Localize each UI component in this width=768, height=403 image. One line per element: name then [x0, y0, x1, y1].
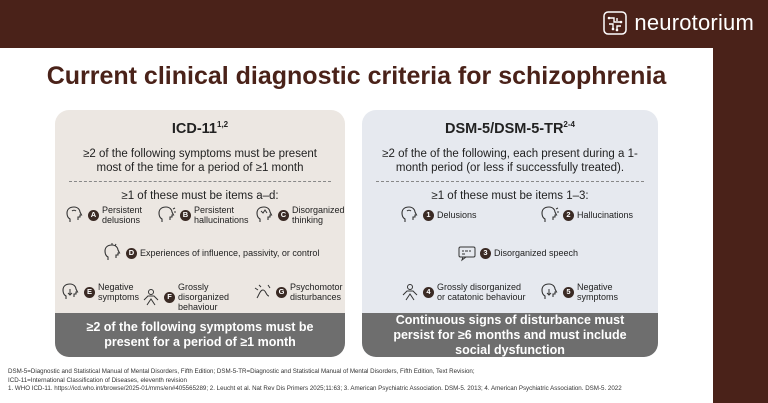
dsm-description: ≥2 of the of the following, each present during a 1-month period (or less if successfully treated). — [382, 147, 638, 174]
badge: 2 — [563, 210, 574, 221]
icd-footer: ≥2 of the following symptoms must be present for a period of ≥1 month — [55, 313, 345, 357]
item-label: Grossly disorganized behaviour — [178, 282, 230, 312]
icd-requirement: ≥1 of these must be items a–d: — [121, 189, 279, 202]
dsm-heading: DSM-5/DSM-5-TR$^{2-4}$ — [445, 120, 575, 137]
head-voices-icon — [157, 205, 177, 225]
head-scribble-icon — [255, 205, 275, 225]
dsm-footer: Continuous signs of disturbance must persist for ≥6 months and must include social dysfunction — [362, 313, 658, 357]
head-voices-icon — [540, 205, 560, 225]
head-control-icon — [103, 243, 123, 263]
speech-bubble-icon — [457, 243, 477, 263]
head-down-arrow-icon — [540, 282, 560, 302]
dsm-item-5 — [540, 282, 640, 302]
icd-panel — [55, 110, 345, 357]
dsm-item-3 — [457, 243, 617, 263]
head-thought-icon — [65, 205, 85, 225]
badge: D — [126, 248, 137, 259]
item-label: Negative symptoms — [98, 282, 140, 302]
item-label: Disorganized speech — [494, 248, 579, 258]
dsm-item-1 — [400, 205, 500, 225]
dsm-panel — [362, 110, 658, 357]
brain-logo-icon — [602, 10, 628, 36]
badge: 3 — [480, 248, 491, 259]
item-label: Experiences of influence, passivity, or control — [140, 248, 320, 258]
item-label: Persistent delusions — [102, 205, 143, 225]
motion-icon — [253, 282, 273, 302]
item-label: Negative symptoms — [577, 282, 619, 302]
dsm-item-4 — [400, 282, 530, 302]
badge: E — [84, 287, 95, 298]
item-label: Hallucinations — [577, 210, 634, 220]
badge: A — [88, 210, 99, 221]
dsm-item-2 — [540, 205, 650, 225]
divider — [376, 181, 644, 182]
icd-item-e — [61, 282, 143, 302]
head-down-arrow-icon — [61, 282, 81, 302]
item-label: Disorganized thinking — [292, 205, 345, 225]
brand-logo[interactable] — [602, 10, 754, 36]
footnotes — [8, 368, 708, 394]
item-label: Delusions — [437, 210, 477, 220]
badge: 4 — [423, 287, 434, 298]
icd-item-c — [255, 205, 345, 225]
badge: 1 — [423, 210, 434, 221]
badge: B — [180, 210, 191, 221]
icd-item-g — [253, 282, 343, 302]
icd-description: ≥2 of the following symptoms must be present most of the time for a period of ≥1 month — [83, 147, 317, 174]
figure-icon — [400, 282, 420, 302]
footnote-line: 1. WHO ICD-11. https://icd.who.int/browse/2025-01/mms/en#405565289; 2. Leucht et al. Nat Rev Dis Primers 2025;11:63; 3. American Psychiatric Association. DSM-5. 2013; 4. American Psychiatric Association. DSM-5. 2022 — [8, 385, 622, 393]
page-title: Current clinical diagnostic criteria for schizophrenia — [46, 62, 667, 90]
item-label: Psychomotor disturbances — [290, 282, 343, 302]
item-label: Grossly disorganized or catatonic behaviour — [437, 282, 526, 302]
item-label: Persistent hallucinations — [194, 205, 249, 225]
icd-item-f — [141, 282, 251, 312]
icd-item-d — [103, 243, 333, 263]
icd-item-a — [65, 205, 153, 225]
figure-icon — [141, 287, 161, 307]
badge: 5 — [563, 287, 574, 298]
icd-heading: ICD-11$^{1,2}$ — [171, 120, 229, 137]
divider — [69, 181, 331, 182]
badge: C — [278, 210, 289, 221]
badge: G — [276, 287, 287, 298]
brand-name: neurotorium — [634, 10, 754, 35]
head-thought-icon — [400, 205, 420, 225]
footnote-line: ICD-11=International Classification of Diseases, eleventh revision — [8, 376, 187, 384]
footnote-line: DSM-5=Diagnostic and Statistical Manual of Mental Disorders, Fifth Edition; DSM-5-TR=Diagnostic and Statistical Manual of Mental Disorders, Fifth Edition, Text Revision; — [8, 368, 475, 375]
side-bar — [713, 48, 768, 403]
dsm-requirement: ≥1 of these must be items 1–3: — [431, 189, 589, 202]
badge: F — [164, 292, 175, 303]
icd-item-b — [157, 205, 249, 225]
